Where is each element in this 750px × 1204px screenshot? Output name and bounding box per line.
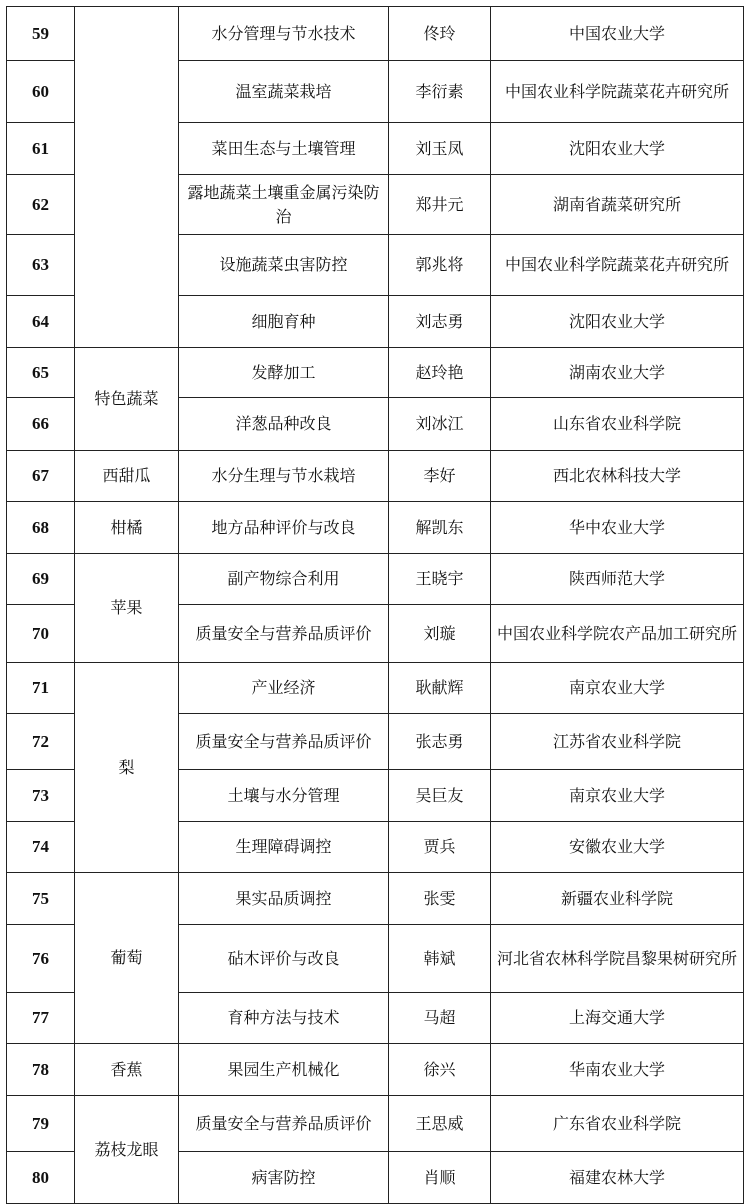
row-number: 74 [7, 822, 75, 873]
row-number: 68 [7, 502, 75, 554]
table-row [7, 663, 744, 714]
org-cell: 福建农林大学 [491, 1152, 744, 1204]
org-cell: 南京农业大学 [491, 663, 744, 714]
org-cell: 华中农业大学 [491, 502, 744, 554]
row-number: 61 [7, 123, 75, 175]
org-cell: 安徽农业大学 [491, 822, 744, 873]
row-number: 72 [7, 714, 75, 770]
name-cell: 郭兆将 [389, 235, 491, 296]
topic-cell: 副产物综合利用 [179, 554, 389, 605]
category-cell: 荔枝龙眼 [75, 1096, 179, 1204]
org-cell: 中国农业科学院蔬菜花卉研究所 [491, 61, 744, 123]
org-cell: 广东省农业科学院 [491, 1096, 744, 1152]
org-cell: 湖南省蔬菜研究所 [491, 175, 744, 235]
org-cell: 沈阳农业大学 [491, 123, 744, 175]
org-cell: 江苏省农业科学院 [491, 714, 744, 770]
topic-cell: 细胞育种 [179, 296, 389, 348]
row-number: 80 [7, 1152, 75, 1204]
row-number: 73 [7, 770, 75, 822]
topic-cell: 地方品种评价与改良 [179, 502, 389, 554]
row-number: 76 [7, 925, 75, 993]
table-row [7, 873, 744, 925]
org-cell: 中国农业科学院农产品加工研究所 [491, 605, 744, 663]
name-cell: 李好 [389, 451, 491, 502]
name-cell: 刘冰江 [389, 398, 491, 451]
name-cell: 刘璇 [389, 605, 491, 663]
name-cell: 刘玉凤 [389, 123, 491, 175]
topic-cell: 质量安全与营养品质评价 [179, 714, 389, 770]
table-row [7, 7, 744, 61]
row-number: 65 [7, 348, 75, 398]
org-cell: 南京农业大学 [491, 770, 744, 822]
topic-cell: 育种方法与技术 [179, 993, 389, 1044]
org-cell: 湖南农业大学 [491, 348, 744, 398]
category-cell: 葡萄 [75, 873, 179, 1044]
name-cell: 郑井元 [389, 175, 491, 235]
topic-cell: 菜田生态与土壤管理 [179, 123, 389, 175]
topic-cell: 温室蔬菜栽培 [179, 61, 389, 123]
topic-cell: 产业经济 [179, 663, 389, 714]
topic-cell: 质量安全与营养品质评价 [179, 605, 389, 663]
category-cell: 香蕉 [75, 1044, 179, 1096]
org-cell: 河北省农林科学院昌黎果树研究所 [491, 925, 744, 993]
row-number: 75 [7, 873, 75, 925]
name-cell: 刘志勇 [389, 296, 491, 348]
topic-cell: 砧木评价与改良 [179, 925, 389, 993]
row-number: 79 [7, 1096, 75, 1152]
expert-roster-table [6, 6, 744, 1204]
org-cell: 沈阳农业大学 [491, 296, 744, 348]
table-row [7, 502, 744, 554]
name-cell: 佟玲 [389, 7, 491, 61]
org-cell: 中国农业大学 [491, 7, 744, 61]
name-cell: 王思威 [389, 1096, 491, 1152]
table-row [7, 554, 744, 605]
org-cell: 华南农业大学 [491, 1044, 744, 1096]
org-cell: 新疆农业科学院 [491, 873, 744, 925]
category-cell: 柑橘 [75, 502, 179, 554]
name-cell: 王晓宇 [389, 554, 491, 605]
category-cell: 特色蔬菜 [75, 348, 179, 451]
row-number: 69 [7, 554, 75, 605]
org-cell: 西北农林科技大学 [491, 451, 744, 502]
name-cell: 张志勇 [389, 714, 491, 770]
category-cell [75, 7, 179, 348]
topic-cell: 生理障碍调控 [179, 822, 389, 873]
org-cell: 中国农业科学院蔬菜花卉研究所 [491, 235, 744, 296]
name-cell: 耿献辉 [389, 663, 491, 714]
table-row [7, 348, 744, 398]
name-cell: 徐兴 [389, 1044, 491, 1096]
row-number: 60 [7, 61, 75, 123]
topic-cell: 土壤与水分管理 [179, 770, 389, 822]
row-number: 78 [7, 1044, 75, 1096]
org-cell: 山东省农业科学院 [491, 398, 744, 451]
name-cell: 马超 [389, 993, 491, 1044]
name-cell: 肖顺 [389, 1152, 491, 1204]
category-cell: 苹果 [75, 554, 179, 663]
org-cell: 上海交通大学 [491, 993, 744, 1044]
topic-cell: 果实品质调控 [179, 873, 389, 925]
topic-cell: 水分生理与节水栽培 [179, 451, 389, 502]
name-cell: 张雯 [389, 873, 491, 925]
category-cell: 梨 [75, 663, 179, 873]
row-number: 70 [7, 605, 75, 663]
topic-cell: 露地蔬菜土壤重金属污染防治 [179, 175, 389, 235]
category-cell: 西甜瓜 [75, 451, 179, 502]
topic-cell: 病害防控 [179, 1152, 389, 1204]
name-cell: 贾兵 [389, 822, 491, 873]
row-number: 59 [7, 7, 75, 61]
row-number: 71 [7, 663, 75, 714]
table-row [7, 1044, 744, 1096]
topic-cell: 果园生产机械化 [179, 1044, 389, 1096]
topic-cell: 水分管理与节水技术 [179, 7, 389, 61]
topic-cell: 设施蔬菜虫害防控 [179, 235, 389, 296]
name-cell: 解凯东 [389, 502, 491, 554]
table-row [7, 451, 744, 502]
row-number: 77 [7, 993, 75, 1044]
name-cell: 韩斌 [389, 925, 491, 993]
name-cell: 李衍素 [389, 61, 491, 123]
topic-cell: 发酵加工 [179, 348, 389, 398]
row-number: 66 [7, 398, 75, 451]
row-number: 62 [7, 175, 75, 235]
row-number: 63 [7, 235, 75, 296]
name-cell: 吴巨友 [389, 770, 491, 822]
row-number: 64 [7, 296, 75, 348]
org-cell: 陕西师范大学 [491, 554, 744, 605]
topic-cell: 洋葱品种改良 [179, 398, 389, 451]
table-row [7, 1096, 744, 1152]
topic-cell: 质量安全与营养品质评价 [179, 1096, 389, 1152]
row-number: 67 [7, 451, 75, 502]
name-cell: 赵玲艳 [389, 348, 491, 398]
